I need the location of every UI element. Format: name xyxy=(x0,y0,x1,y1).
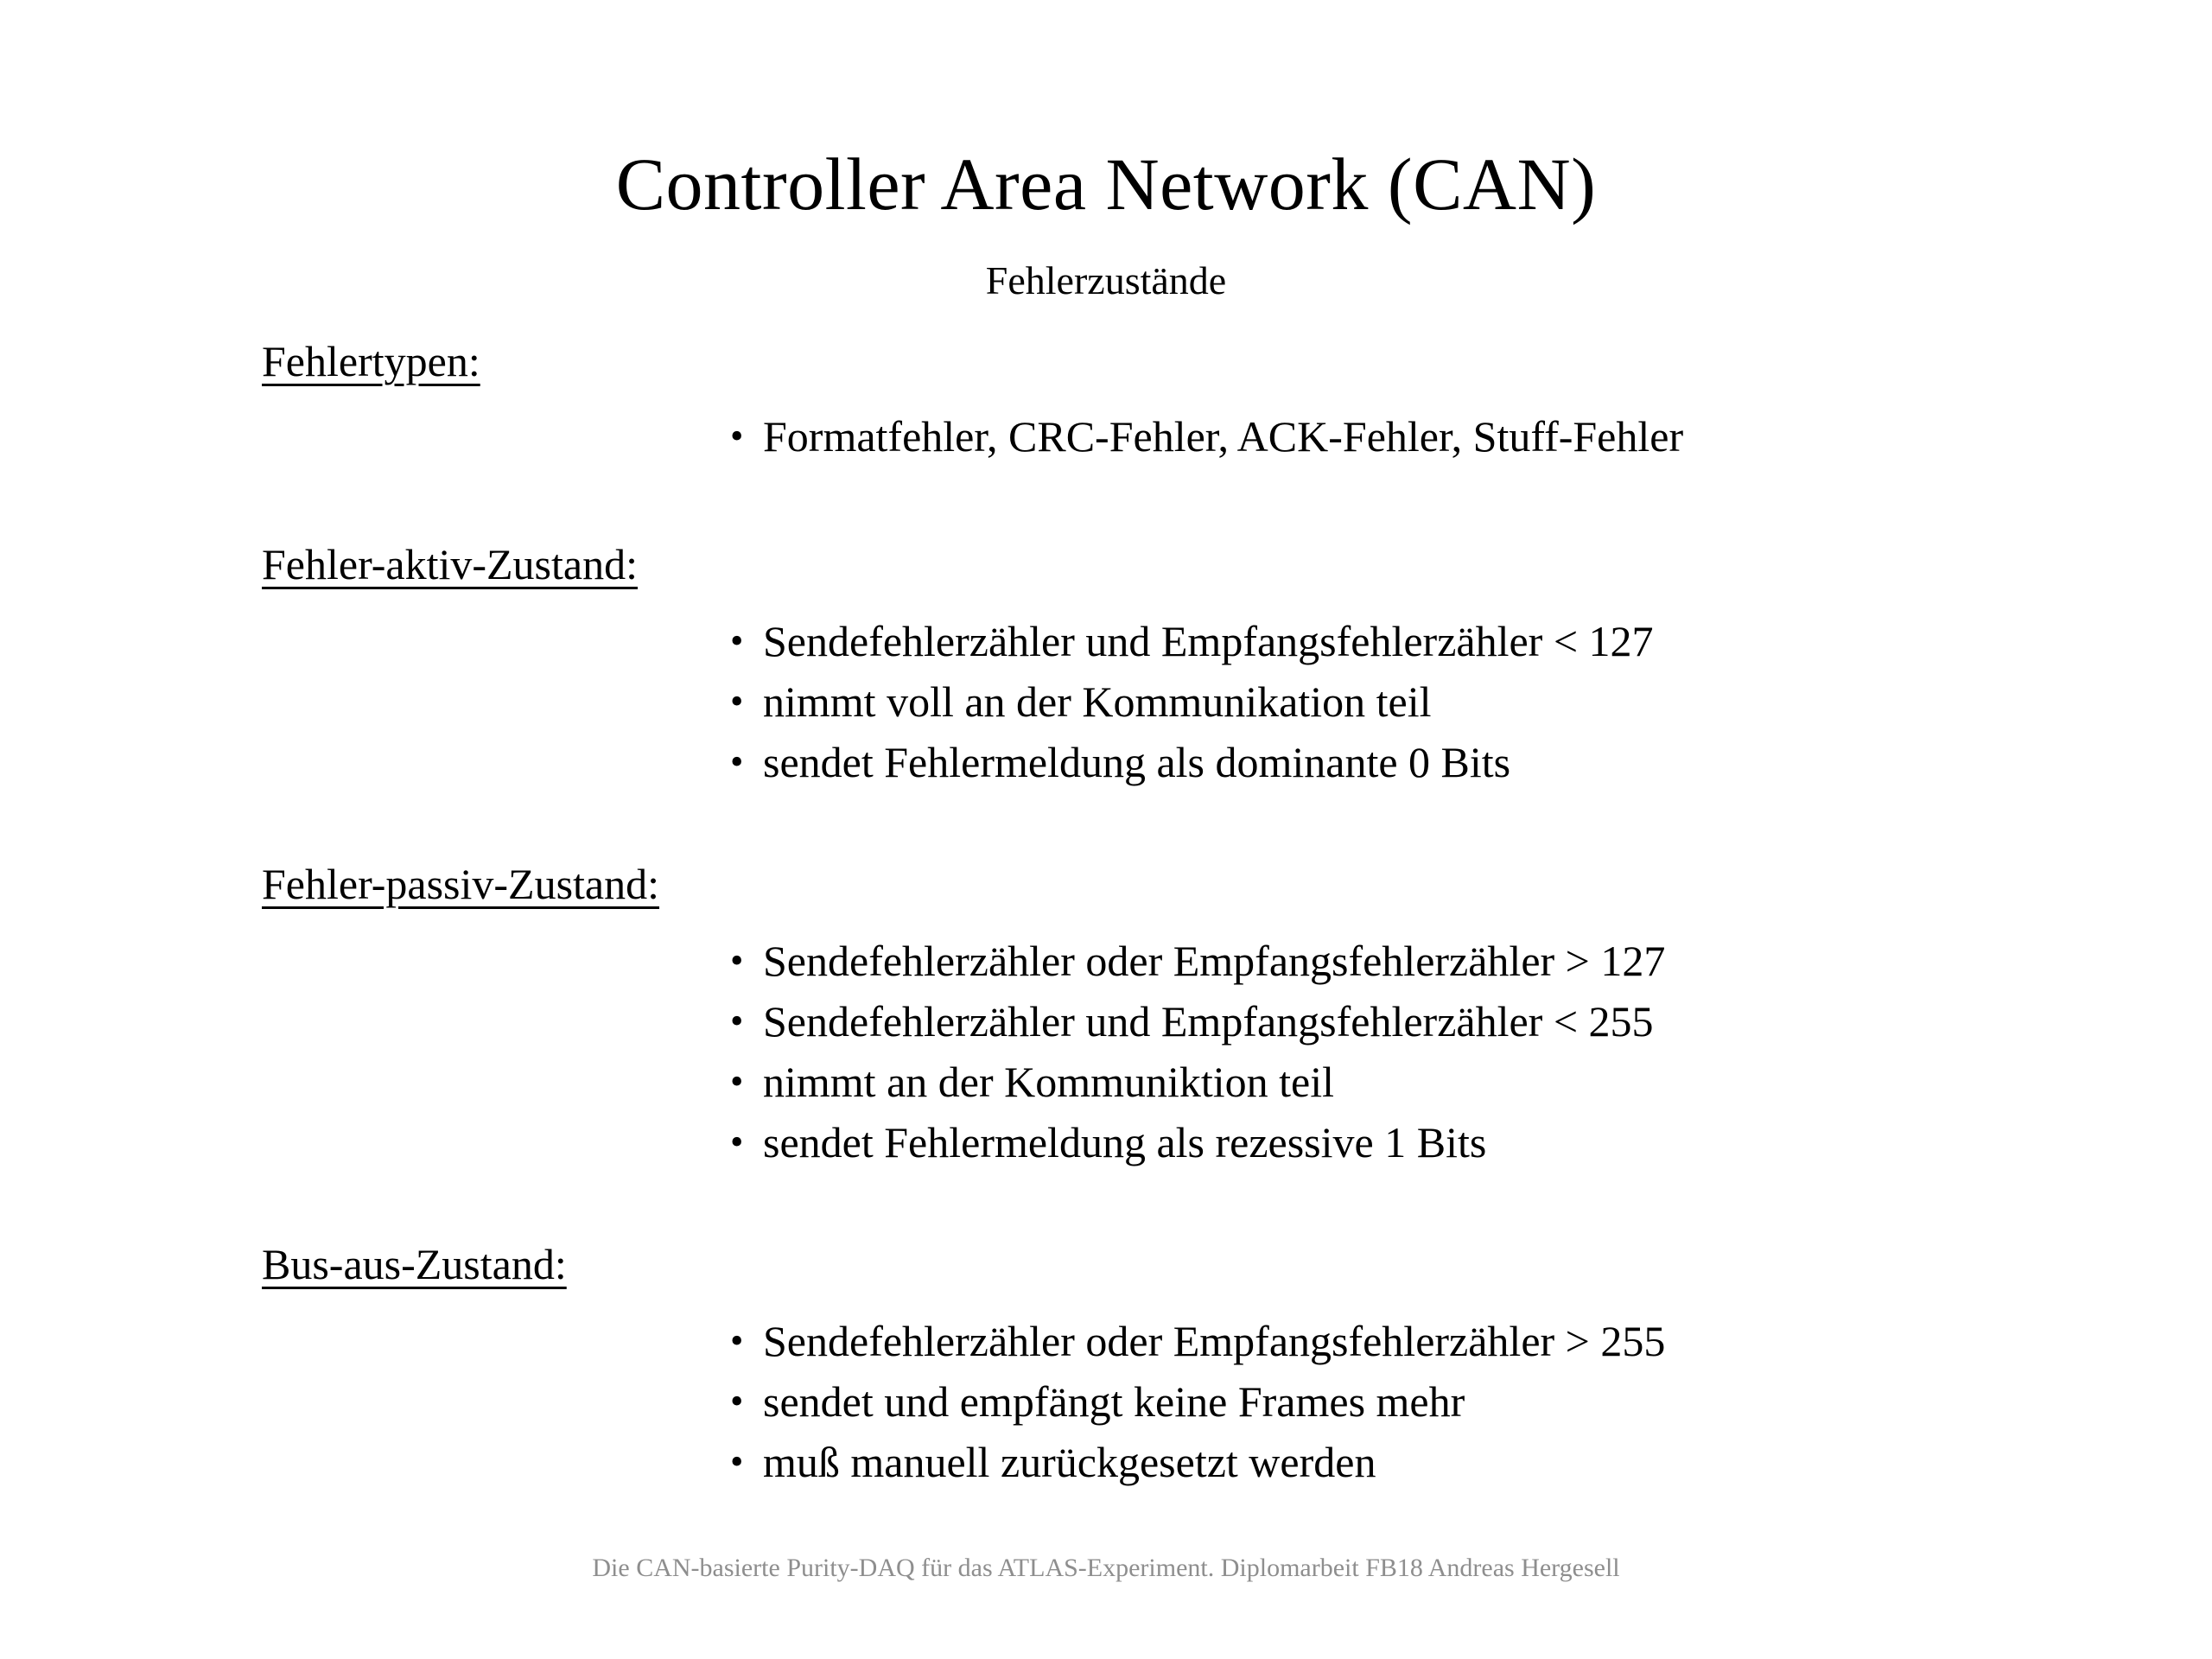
list-item: • Formatfehler, CRC-Fehler, ACK-Fehler, Stuff-Fehler xyxy=(730,406,1683,467)
bullet-list-fehler-passiv-zustand xyxy=(730,931,1665,1173)
bullet-list-fehler-aktiv-zustand xyxy=(730,611,1654,792)
page-title: Controller Area Network (CAN) xyxy=(615,143,1597,226)
bullet-list-bus-aus-zustand xyxy=(730,1311,1665,1492)
list-item: • Sendefehlerzähler und Empfangsfehlerzähler < 127 xyxy=(730,611,1654,671)
slide-footer: Die CAN-basierte Purity-DAQ für das ATLAS-Experiment. Diplomarbeit FB18 Andreas Hergesell xyxy=(592,1554,1620,1582)
list-item: • nimmt an der Kommuniktion teil xyxy=(730,1052,1665,1112)
list-item: • sendet Fehlermeldung als rezessive 1 Bits xyxy=(730,1112,1665,1173)
section-heading-fehlertypen: Fehlertypen: xyxy=(262,337,480,385)
list-item: • Sendefehlerzähler oder Empfangsfehlerzähler > 255 xyxy=(730,1311,1665,1371)
list-item: • sendet und empfängt keine Frames mehr xyxy=(730,1371,1665,1432)
bullet-list-fehlertypen xyxy=(730,406,1683,467)
section-heading-fehler-aktiv-zustand: Fehler-aktiv-Zustand: xyxy=(262,540,638,588)
list-item: • sendet Fehlermeldung als dominante 0 Bits xyxy=(730,732,1654,792)
section-heading-fehler-passiv-zustand: Fehler-passiv-Zustand: xyxy=(262,860,660,908)
page-subtitle: Fehlerzustände xyxy=(985,258,1227,302)
list-item: • Sendefehlerzähler und Empfangsfehlerzähler < 255 xyxy=(730,991,1665,1052)
list-item: • Sendefehlerzähler oder Empfangsfehlerzähler > 127 xyxy=(730,931,1665,991)
list-item: • muß manuell zurückgesetzt werden xyxy=(730,1432,1665,1492)
section-heading-bus-aus-zustand: Bus-aus-Zustand: xyxy=(262,1240,567,1288)
list-item: • nimmt voll an der Kommunikation teil xyxy=(730,671,1654,732)
